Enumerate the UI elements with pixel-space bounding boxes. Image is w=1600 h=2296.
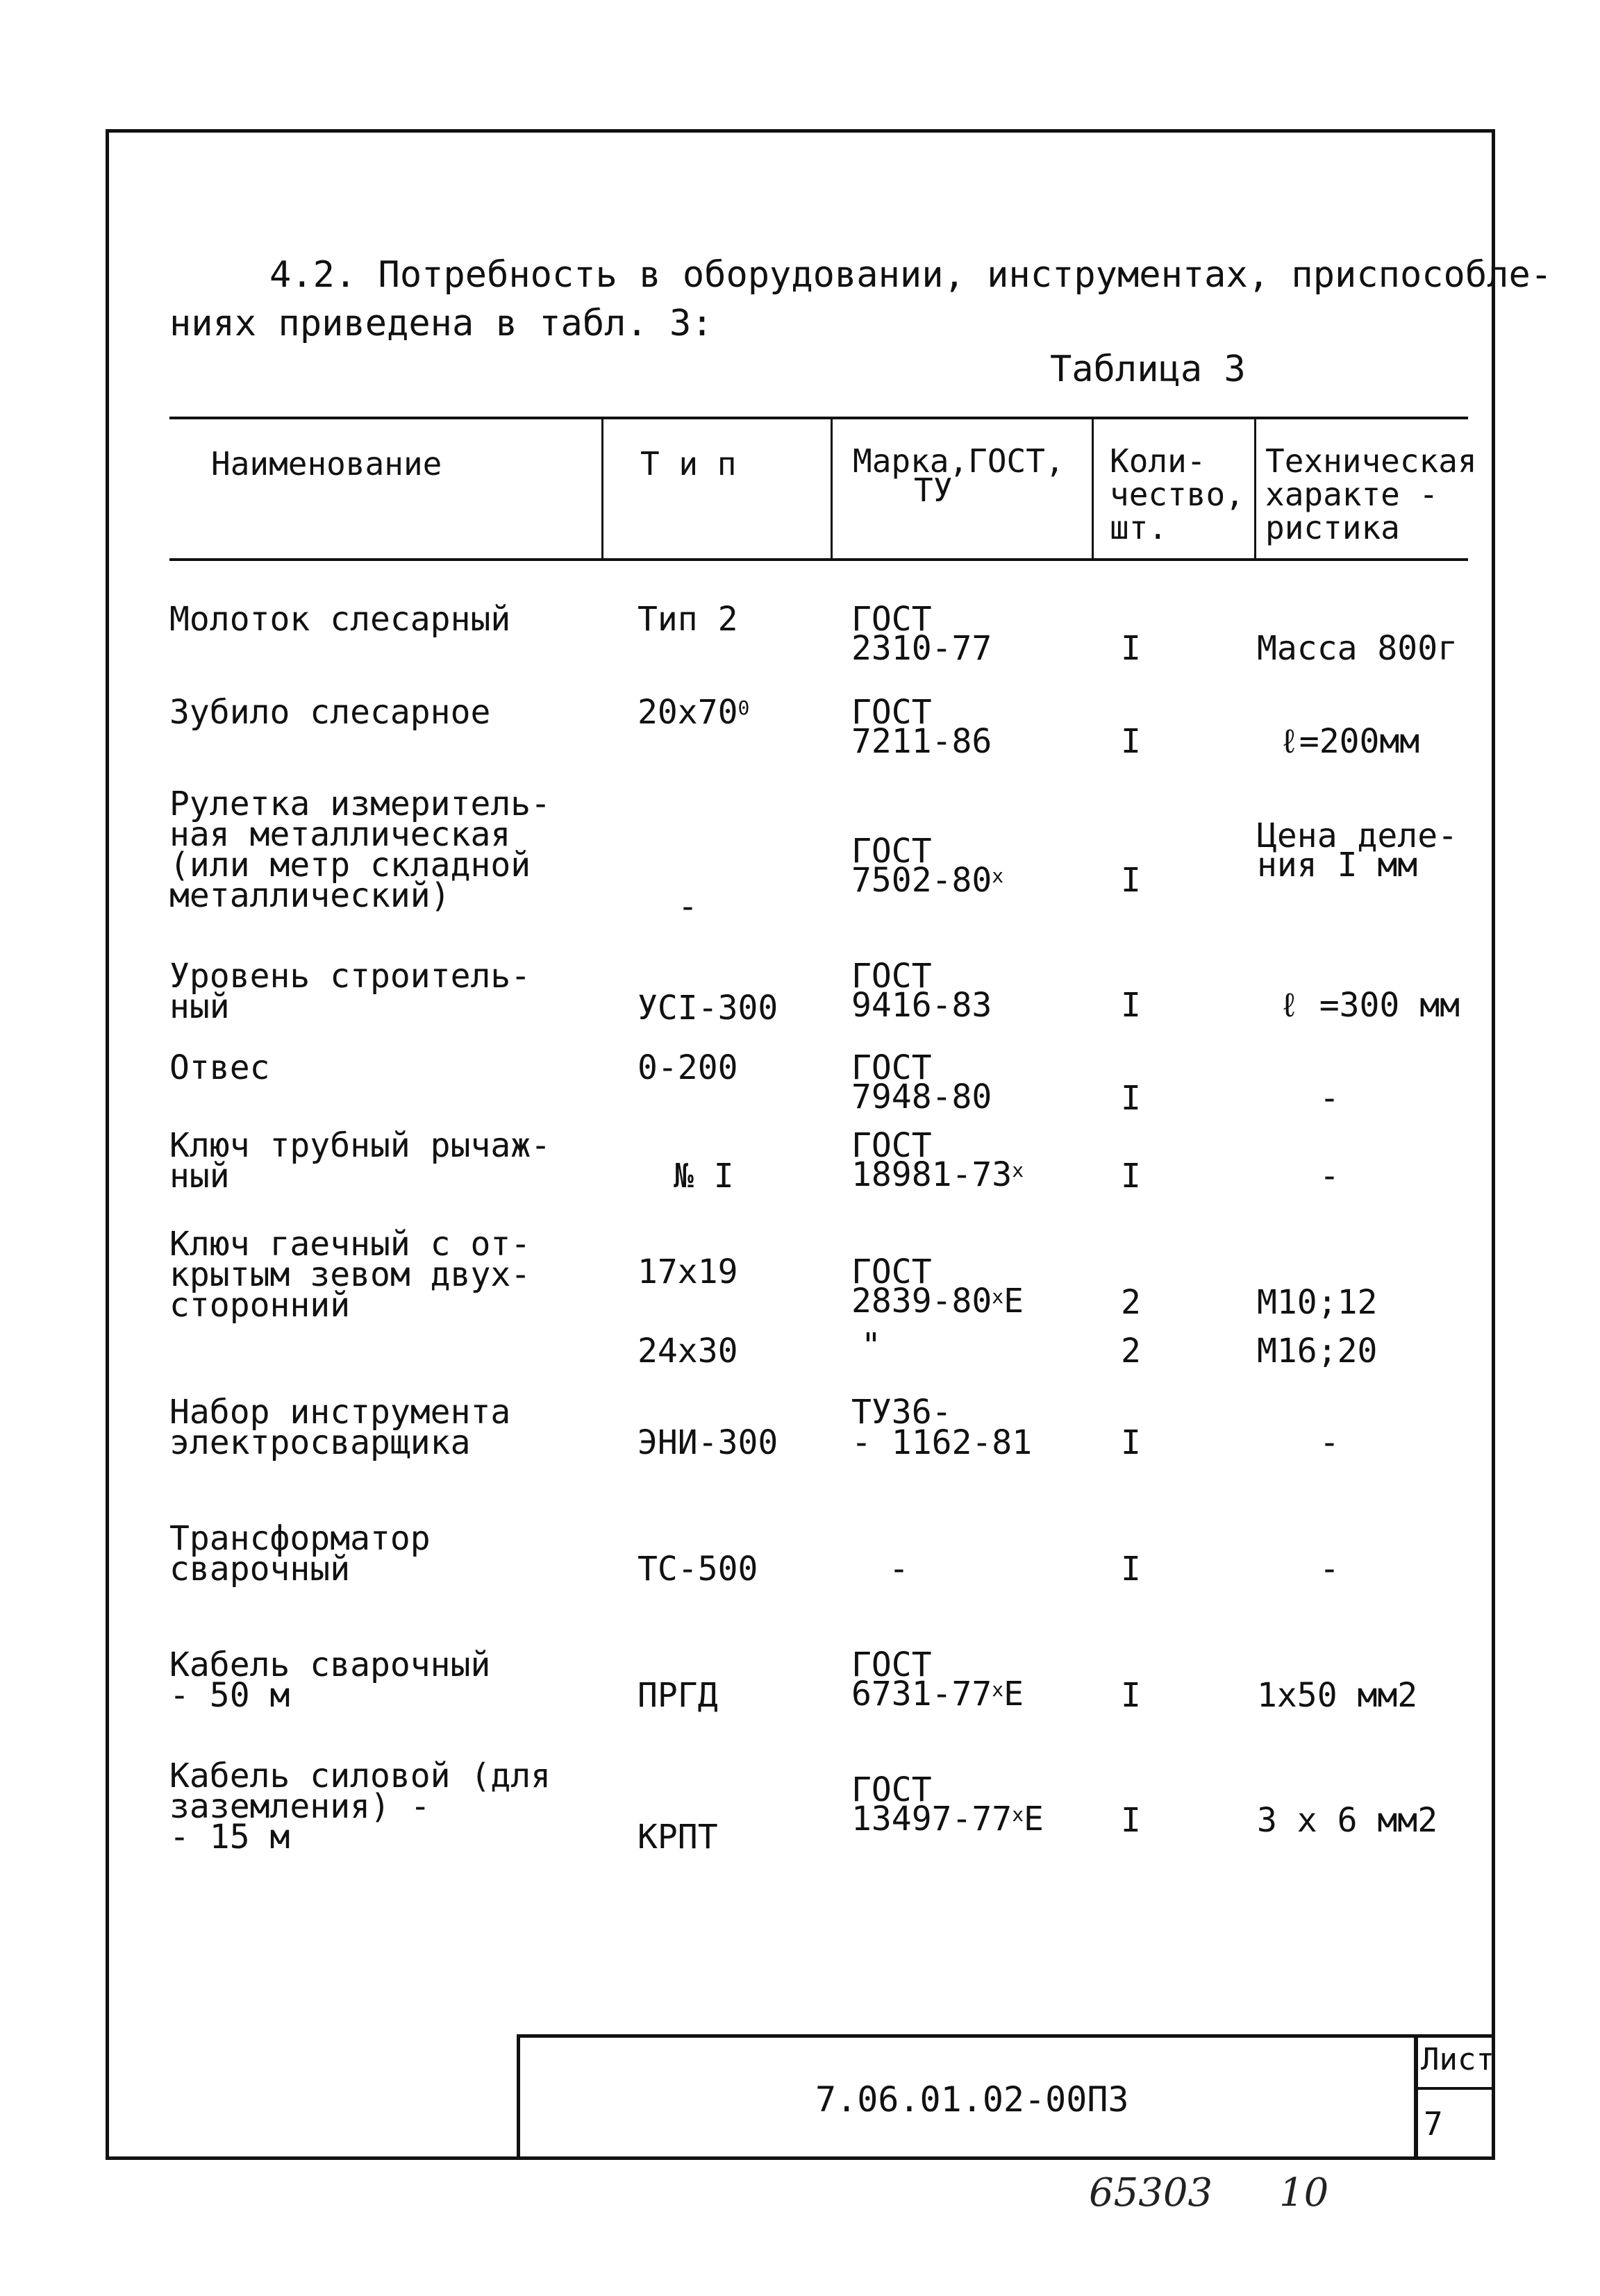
table-header-rule [169,558,1468,561]
stamp-doc-code: 7.06.01.02-00ПЗ [815,2079,1129,2120]
row7b-tech: М16;20 [1257,1332,1378,1371]
row7-mark-sup: х [992,1285,1004,1308]
header-tech-line2: характе - [1265,476,1439,513]
row10-mark-suffix: Е [1003,1675,1024,1713]
table-top-rule [169,417,1468,419]
row6-name-2: ный [169,1157,230,1196]
row11-mark-sup: х [1012,1803,1024,1826]
handwritten-page: 10 [1279,2170,1329,2215]
row7-mark-1: ГОСТ [851,1252,932,1291]
table-caption: Таблица 3 [1050,349,1246,390]
row11-mark-2 [851,1800,1044,1838]
row7-type: 17х19 [638,1252,738,1291]
row7-name-3: сторонний [169,1286,351,1325]
row7b-type: 24х30 [638,1332,738,1371]
row2-type [638,693,750,732]
row4-mark-1: ГОСТ [851,957,932,996]
row3-mark-sup: х [992,864,1004,887]
row10-mark-2-text: 6731-77 [851,1675,992,1713]
row3-name-2: ная металлическая [169,815,511,854]
row3-mark-2 [851,861,1004,900]
header-qty-line3: шт. [1110,509,1168,546]
row9-tech: - [1319,1550,1340,1589]
row9-type: ТС-500 [638,1550,758,1589]
row3-name-4: металлический) [169,876,451,915]
row7b-mark-ditto: " [861,1326,881,1365]
row4-tech: ℓ =300 мм [1279,986,1460,1025]
row5-tech: - [1319,1079,1340,1118]
row7-mark-2-text: 2839-80 [851,1282,992,1321]
row11-mark-1: ГОСТ [851,1770,932,1809]
row4-qty: I [1121,986,1141,1025]
row8-qty: I [1121,1423,1141,1462]
row10-name-2: - 50 м [169,1676,290,1715]
row9-name-2: сварочный [169,1550,351,1589]
row1-qty: I [1121,629,1141,668]
row2-name: Зубило слесарное [169,693,491,732]
row7-mark-suffix: Е [1003,1282,1024,1321]
row8-tech: - [1319,1423,1340,1462]
row4-mark-2: 9416-83 [851,986,992,1025]
row6-qty: I [1121,1157,1141,1196]
row3-tech-1: Цена деле- [1257,816,1458,855]
row6-mark-sup: х [1012,1159,1024,1182]
row7-mark-2 [851,1282,1024,1321]
row6-mark-1: ГОСТ [851,1126,932,1165]
row11-type: КРПТ [638,1818,718,1857]
stamp-sheet-divider [1414,2087,1492,2090]
col-divider-3 [1092,419,1094,558]
row9-name-1: Трансформатор [169,1519,431,1558]
row7-qty: 2 [1121,1283,1141,1322]
frame-left-border [106,129,109,2159]
row5-qty: I [1121,1079,1141,1118]
row6-mark-2 [851,1155,1024,1194]
row6-type: № I [674,1157,734,1196]
row2-type-degree: 0 [738,696,750,719]
row10-type: ПРГД [638,1676,718,1715]
row11-name-3: - 15 м [169,1818,290,1857]
row3-mark-2-text: 7502-80 [851,861,992,900]
row2-qty: I [1121,722,1141,761]
row4-name-1: Уровень строитель- [169,957,531,996]
row6-tech: - [1319,1157,1340,1196]
row8-name-1: Набор инструмента [169,1393,511,1432]
header-tech-line3: ристика [1265,509,1400,546]
col-divider-4 [1254,419,1256,558]
row4-name-2: ный [169,987,230,1026]
row10-qty: I [1121,1676,1141,1715]
row1-name: Молоток слесарный [169,600,511,639]
row2-type-text: 20х70 [638,693,738,732]
row5-name: Отвес [169,1048,270,1087]
row3-qty: I [1121,861,1141,900]
row2-mark-1: ГОСТ [851,693,932,732]
frame-right-border [1492,129,1495,2159]
row9-qty: I [1121,1550,1141,1589]
row5-mark-1: ГОСТ [851,1048,932,1087]
row3-tech-2: ния I мм [1257,846,1418,885]
row8-name-2: электросварщика [169,1423,471,1462]
row7-name-2: крытым зевом двух- [169,1255,531,1294]
row1-mark-2: 2310-77 [851,629,992,668]
row3-name-1: Рулетка измеритель- [169,785,551,823]
row10-mark-1: ГОСТ [851,1645,932,1684]
row8-type: ЭНИ-300 [638,1423,778,1462]
intro-line-2: ниях приведена в табл. 3: [169,303,713,344]
stamp-sheet-label: Лист [1421,2042,1494,2077]
stamp-sheet-number: 7 [1424,2105,1443,2143]
row6-mark-2-text: 18981-73 [851,1155,1012,1194]
row7-name-1: Ключ гаечный с от- [169,1225,531,1264]
row10-name-1: Кабель сварочный [169,1645,491,1684]
row9-mark: - [889,1550,909,1589]
row11-name-2: заземления) - [169,1787,431,1826]
row10-mark-2 [851,1675,1024,1713]
row11-mark-2-text: 13497-77 [851,1800,1012,1838]
row7-tech: М10;12 [1257,1283,1378,1322]
col-divider-2 [831,419,833,558]
col-divider-1 [601,419,603,558]
row10-mark-sup: х [992,1678,1004,1701]
row8-mark-2: - 1162-81 [851,1423,1033,1462]
row1-tech: Масса 800г [1257,629,1458,668]
header-qty-line1: Коли- [1110,442,1206,480]
handwritten-number: 65303 [1089,2170,1213,2215]
header-mark-line1: Марка,ГОСТ, [853,442,1065,480]
row8-mark-1: ТУ36- [851,1393,952,1432]
intro-line-1: 4.2. Потребность в оборудовании, инструментах, приспособле- [269,254,1553,296]
row1-mark-1: ГОСТ [851,600,932,639]
row1-type: Тип 2 [638,600,738,639]
header-qty-line2: чество, [1110,476,1244,513]
row2-tech: ℓ=200мм [1279,722,1420,761]
header-name: Наименование [211,445,442,483]
row4-type: УСI-300 [638,989,778,1028]
row2-mark-2: 7211-86 [851,722,992,761]
row6-name-1: Ключ трубный рычаж- [169,1126,551,1165]
header-type: Т и п [640,445,737,483]
row11-name-1: Кабель силовой (для [169,1757,551,1795]
row5-type: 0-200 [638,1048,738,1087]
row7b-qty: 2 [1121,1332,1141,1371]
row11-qty: I [1121,1801,1141,1840]
row11-tech: 3 х 6 мм2 [1257,1801,1438,1840]
row3-type: - [678,887,698,926]
header-mark-line2: ТУ [914,471,953,509]
frame-top-border [106,129,1494,133]
row10-tech: 1х50 мм2 [1257,1676,1418,1715]
row3-mark-1: ГОСТ [851,832,932,871]
header-tech-line1: Техническая [1265,442,1477,480]
row3-name-3: (или метр складной [169,846,531,885]
row11-mark-suffix: Е [1024,1800,1044,1838]
row5-mark-2: 7948-80 [851,1078,992,1116]
